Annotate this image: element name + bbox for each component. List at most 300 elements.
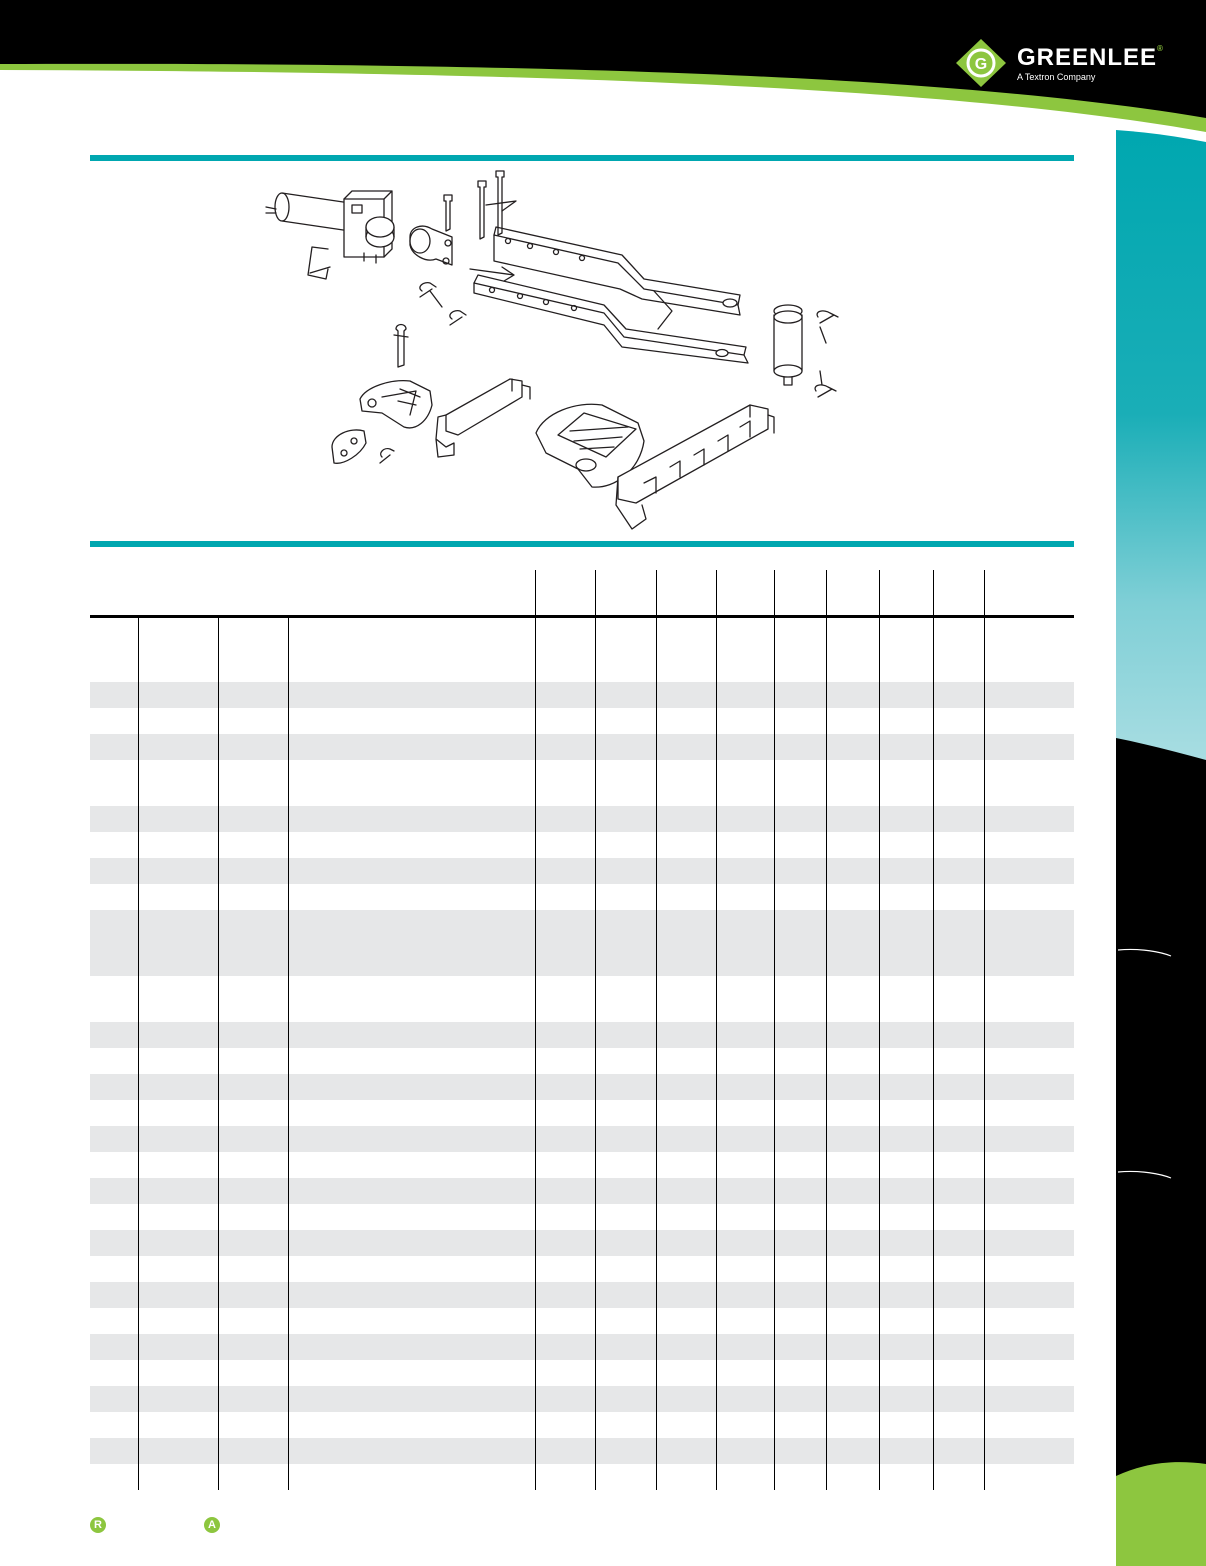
column-divider (138, 1256, 139, 1282)
column-divider (535, 1334, 536, 1360)
column-divider (716, 1048, 717, 1074)
table-row (90, 1256, 1074, 1282)
column-divider (595, 1308, 596, 1334)
column-divider (656, 976, 657, 1022)
column-divider (656, 1464, 657, 1490)
column-divider (288, 682, 289, 708)
column-divider (933, 806, 934, 832)
column-divider (218, 1100, 219, 1126)
column-divider (138, 618, 139, 682)
column-divider (288, 1308, 289, 1334)
column-divider (826, 832, 827, 858)
table-row (90, 1074, 1074, 1100)
column-divider (984, 734, 985, 760)
column-divider (774, 1464, 775, 1490)
column-divider (879, 910, 880, 976)
column-divider (656, 884, 657, 910)
column-divider (535, 858, 536, 884)
column-divider (218, 1334, 219, 1360)
column-divider (656, 734, 657, 760)
column-divider (656, 1100, 657, 1126)
column-divider (218, 1178, 219, 1204)
column-divider (826, 1178, 827, 1204)
column-divider (879, 760, 880, 806)
column-divider (656, 1438, 657, 1464)
column-divider (879, 1464, 880, 1490)
column-divider (774, 1412, 775, 1438)
column-divider (933, 1178, 934, 1204)
table-row (90, 1334, 1074, 1360)
column-divider (138, 760, 139, 806)
column-divider (984, 910, 985, 976)
header-col-divider (656, 570, 657, 615)
column-divider (826, 708, 827, 734)
column-divider (656, 760, 657, 806)
exploded-parts-illustration (240, 165, 860, 545)
column-divider (933, 1204, 934, 1230)
column-divider (774, 1256, 775, 1282)
column-divider (933, 1126, 934, 1152)
column-divider (826, 806, 827, 832)
column-divider (774, 708, 775, 734)
column-divider (138, 1100, 139, 1126)
column-divider (656, 1334, 657, 1360)
column-divider (656, 1256, 657, 1282)
table-row (90, 1282, 1074, 1308)
column-divider (826, 910, 827, 976)
column-divider (288, 1438, 289, 1464)
column-divider (535, 1048, 536, 1074)
header-col-divider (879, 570, 880, 615)
locking-pin-drawing (394, 325, 408, 368)
column-divider (595, 1230, 596, 1256)
column-divider (138, 910, 139, 976)
column-divider (656, 1022, 657, 1048)
column-divider (535, 1464, 536, 1490)
column-divider (656, 910, 657, 976)
column-divider (879, 1178, 880, 1204)
column-divider (138, 1048, 139, 1074)
column-divider (879, 858, 880, 884)
column-divider (826, 1386, 827, 1412)
column-divider (535, 1412, 536, 1438)
column-divider (218, 806, 219, 832)
column-divider (535, 1282, 536, 1308)
column-divider (984, 1126, 985, 1152)
column-divider (933, 1386, 934, 1412)
column-divider (826, 884, 827, 910)
column-divider (984, 1308, 985, 1334)
column-divider (535, 618, 536, 682)
column-divider (595, 618, 596, 682)
column-divider (879, 1074, 880, 1100)
column-divider (218, 1412, 219, 1438)
column-divider (984, 832, 985, 858)
column-divider (656, 618, 657, 682)
column-divider (288, 858, 289, 884)
column-divider (218, 1464, 219, 1490)
column-divider (933, 832, 934, 858)
column-divider (535, 1100, 536, 1126)
column-divider (138, 884, 139, 910)
column-divider (984, 1360, 985, 1386)
column-divider (218, 858, 219, 884)
column-divider (716, 1100, 717, 1126)
table-row (90, 734, 1074, 760)
column-divider (595, 1464, 596, 1490)
column-divider (879, 1152, 880, 1178)
column-divider (716, 682, 717, 708)
column-divider (774, 1386, 775, 1412)
svg-text:G: G (974, 56, 988, 73)
column-divider (826, 976, 827, 1022)
column-divider (774, 1100, 775, 1126)
column-divider (656, 1126, 657, 1152)
column-divider (933, 1100, 934, 1126)
column-divider (984, 1074, 985, 1100)
column-divider (288, 1464, 289, 1490)
column-divider (826, 1308, 827, 1334)
column-divider (984, 884, 985, 910)
column-divider (535, 1204, 536, 1230)
column-divider (984, 760, 985, 806)
column-divider (218, 1386, 219, 1412)
small-follow-bar-drawing (436, 379, 530, 457)
column-divider (656, 1230, 657, 1256)
column-divider (826, 1048, 827, 1074)
column-divider (826, 1022, 827, 1048)
column-divider (138, 1412, 139, 1438)
column-divider (595, 1178, 596, 1204)
column-divider (656, 1204, 657, 1230)
column-divider (218, 682, 219, 708)
column-divider (138, 1464, 139, 1490)
column-divider (218, 910, 219, 976)
column-divider (984, 618, 985, 682)
column-divider (595, 1126, 596, 1152)
column-divider (984, 1152, 985, 1178)
column-divider (218, 1074, 219, 1100)
column-divider (774, 1360, 775, 1386)
column-divider (288, 910, 289, 976)
column-divider (595, 976, 596, 1022)
column-divider (535, 708, 536, 734)
column-divider (138, 858, 139, 884)
column-divider (984, 858, 985, 884)
column-divider (774, 1048, 775, 1074)
handle-clip-drawing (308, 247, 330, 279)
column-divider (774, 910, 775, 976)
column-divider (716, 1360, 717, 1386)
column-divider (984, 1204, 985, 1230)
section-rule-top (90, 155, 1074, 161)
column-divider (716, 1230, 717, 1256)
column-divider (288, 806, 289, 832)
column-divider (879, 1256, 880, 1282)
column-divider (879, 708, 880, 734)
column-divider (933, 1308, 934, 1334)
column-divider (595, 1282, 596, 1308)
column-divider (595, 1360, 596, 1386)
column-divider (826, 1100, 827, 1126)
column-divider (826, 682, 827, 708)
column-divider (288, 1334, 289, 1360)
column-divider (138, 1360, 139, 1386)
column-divider (535, 1074, 536, 1100)
column-divider (933, 1360, 934, 1386)
column-divider (595, 1204, 596, 1230)
column-divider (656, 1412, 657, 1438)
table-row (90, 682, 1074, 708)
column-divider (933, 1412, 934, 1438)
column-divider (879, 976, 880, 1022)
column-divider (984, 1282, 985, 1308)
column-divider (138, 1438, 139, 1464)
column-divider (879, 1360, 880, 1386)
column-divider (595, 1100, 596, 1126)
column-divider (656, 1178, 657, 1204)
column-divider (774, 1334, 775, 1360)
column-divider (288, 1282, 289, 1308)
column-divider (595, 734, 596, 760)
column-divider (716, 1022, 717, 1048)
column-divider (826, 858, 827, 884)
column-divider (774, 1230, 775, 1256)
table-row (90, 1204, 1074, 1230)
column-divider (138, 1204, 139, 1230)
column-divider (218, 708, 219, 734)
column-divider (288, 1152, 289, 1178)
column-divider (138, 976, 139, 1022)
column-divider (138, 1308, 139, 1334)
column-divider (138, 1282, 139, 1308)
column-divider (984, 1386, 985, 1412)
column-divider (716, 1074, 717, 1100)
column-divider (826, 1152, 827, 1178)
column-divider (716, 910, 717, 976)
column-divider (716, 1438, 717, 1464)
table-row (90, 832, 1074, 858)
column-divider (716, 976, 717, 1022)
short-pin-drawing (444, 195, 452, 231)
column-divider (218, 832, 219, 858)
column-divider (984, 708, 985, 734)
shoe-link-drawing (332, 430, 366, 463)
column-divider (535, 760, 536, 806)
column-divider (218, 1204, 219, 1230)
table-row (90, 1048, 1074, 1074)
table-row (90, 1230, 1074, 1256)
column-divider (535, 1308, 536, 1334)
column-divider (716, 1464, 717, 1490)
hairpin-clip-4-drawing (815, 385, 836, 397)
column-divider (218, 1308, 219, 1334)
brand-tagline: A Textron Company (1017, 72, 1096, 82)
column-divider (138, 806, 139, 832)
column-divider (933, 1282, 934, 1308)
column-divider (716, 1412, 717, 1438)
column-divider (984, 1100, 985, 1126)
column-divider (933, 1230, 934, 1256)
column-divider (716, 1256, 717, 1282)
column-divider (138, 1152, 139, 1178)
small-bending-shoe-drawing (360, 381, 432, 428)
column-divider (826, 1126, 827, 1152)
column-divider (774, 1074, 775, 1100)
column-divider (933, 1022, 934, 1048)
column-divider (774, 1022, 775, 1048)
column-divider (879, 1204, 880, 1230)
column-divider (774, 858, 775, 884)
table-row (90, 1386, 1074, 1412)
table-row (90, 1308, 1074, 1334)
column-divider (138, 832, 139, 858)
column-divider (826, 1256, 827, 1282)
column-divider (138, 1230, 139, 1256)
column-divider (595, 1074, 596, 1100)
column-divider (535, 832, 536, 858)
column-divider (138, 708, 139, 734)
column-divider (879, 1334, 880, 1360)
column-divider (774, 1438, 775, 1464)
column-divider (288, 1074, 289, 1100)
column-divider (984, 1412, 985, 1438)
column-divider (933, 1074, 934, 1100)
header-col-divider (716, 570, 717, 615)
column-divider (535, 1178, 536, 1204)
table-row (90, 618, 1074, 682)
table-row (90, 1464, 1074, 1490)
column-divider (826, 1230, 827, 1256)
hairpin-clip-5-drawing (380, 449, 394, 463)
column-divider (595, 1256, 596, 1282)
column-divider (595, 858, 596, 884)
table-row (90, 910, 1074, 976)
column-divider (984, 1464, 985, 1490)
brand-name (1017, 44, 1164, 72)
column-divider (933, 760, 934, 806)
table-row (90, 1022, 1074, 1048)
column-divider (288, 1178, 289, 1204)
column-divider (656, 1048, 657, 1074)
hairpin-clip-3-drawing (817, 311, 838, 323)
column-divider (138, 1178, 139, 1204)
column-divider (716, 884, 717, 910)
column-divider (879, 884, 880, 910)
column-divider (933, 858, 934, 884)
column-divider (218, 760, 219, 806)
legend-a-icon: A (204, 1517, 220, 1533)
column-divider (535, 1152, 536, 1178)
column-divider (879, 734, 880, 760)
column-divider (774, 976, 775, 1022)
column-divider (774, 1126, 775, 1152)
column-divider (933, 1256, 934, 1282)
column-divider (138, 1074, 139, 1100)
column-divider (288, 1100, 289, 1126)
column-divider (826, 734, 827, 760)
column-divider (656, 1308, 657, 1334)
column-divider (288, 1022, 289, 1048)
column-divider (535, 806, 536, 832)
column-divider (716, 708, 717, 734)
clevis-drawing (410, 226, 452, 265)
column-divider (656, 1360, 657, 1386)
column-divider (826, 1412, 827, 1438)
table-row (90, 976, 1074, 1022)
table-row (90, 1100, 1074, 1126)
column-divider (656, 1152, 657, 1178)
column-divider (774, 1178, 775, 1204)
column-divider (288, 1360, 289, 1386)
column-divider (879, 618, 880, 682)
column-divider (879, 806, 880, 832)
large-follow-bar-drawing (616, 405, 774, 529)
column-divider (656, 708, 657, 734)
column-divider (933, 1048, 934, 1074)
column-divider (218, 1230, 219, 1256)
column-divider (984, 1334, 985, 1360)
column-divider (984, 1438, 985, 1464)
header-col-divider (595, 570, 596, 615)
column-divider (933, 1152, 934, 1178)
column-divider (879, 1022, 880, 1048)
column-divider (218, 1256, 219, 1282)
column-divider (535, 1256, 536, 1282)
column-divider (826, 1074, 827, 1100)
column-divider (595, 1386, 596, 1412)
registered-mark: ® (1157, 44, 1164, 53)
column-divider (933, 910, 934, 976)
column-divider (984, 1256, 985, 1282)
column-divider (535, 884, 536, 910)
column-divider (218, 1360, 219, 1386)
column-divider (595, 1022, 596, 1048)
column-divider (595, 1152, 596, 1178)
column-divider (138, 1386, 139, 1412)
column-divider (716, 734, 717, 760)
column-divider (716, 1126, 717, 1152)
column-divider (138, 1126, 139, 1152)
header-col-divider (535, 570, 536, 615)
table-row (90, 708, 1074, 734)
column-divider (933, 884, 934, 910)
column-divider (826, 1438, 827, 1464)
column-divider (138, 682, 139, 708)
column-divider (774, 1152, 775, 1178)
column-divider (984, 976, 985, 1022)
table-row (90, 1412, 1074, 1438)
column-divider (288, 976, 289, 1022)
column-divider (656, 1386, 657, 1412)
column-divider (933, 1438, 934, 1464)
column-divider (218, 1126, 219, 1152)
column-divider (288, 884, 289, 910)
legend-r-icon: R (90, 1517, 106, 1533)
column-divider (288, 760, 289, 806)
table-body (90, 618, 1074, 1490)
column-divider (535, 976, 536, 1022)
lower-frame-strap-drawing (474, 275, 748, 363)
column-divider (826, 760, 827, 806)
column-divider (879, 1438, 880, 1464)
column-divider (716, 618, 717, 682)
column-divider (288, 1204, 289, 1230)
column-divider (716, 1152, 717, 1178)
column-divider (535, 1126, 536, 1152)
column-divider (826, 618, 827, 682)
column-divider (879, 1100, 880, 1126)
